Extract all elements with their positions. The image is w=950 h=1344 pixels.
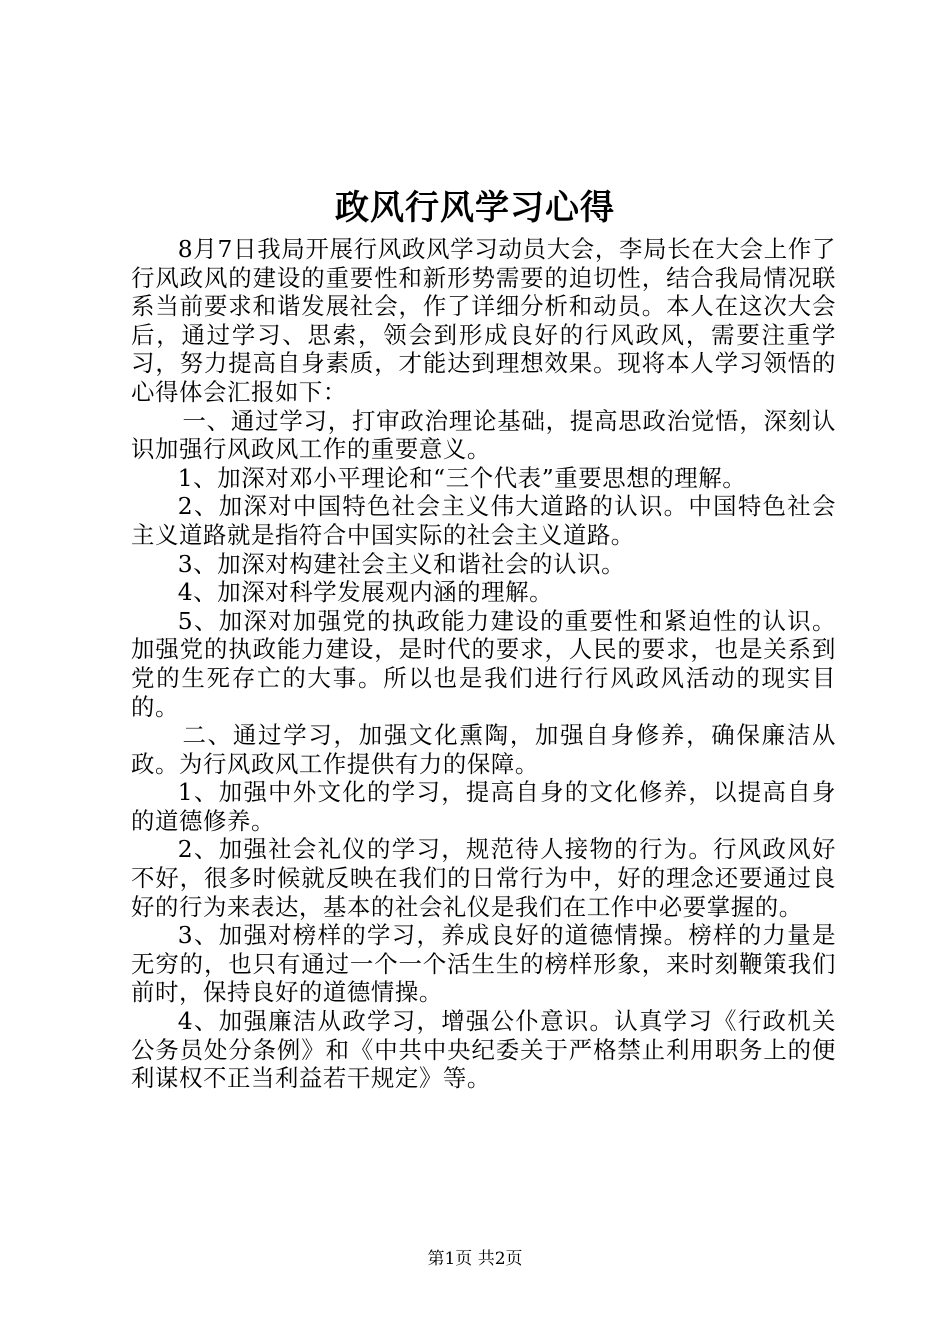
section-heading-1: 一、通过学习，打审政治理论基础，提高思政治觉悟，深刻认识加强行风政风工作的重要意义。 [131, 406, 836, 464]
section-2-item-3: 3、加强对榜样的学习，养成良好的道德情操。榜样的力量是无穷的，也只有通过一个一个活生生的榜样形象，来时刻鞭策我们前时，保持良好的道德情操。 [131, 921, 836, 1007]
section-1-item-4: 4、加深对科学发展观内涵的理解。 [177, 578, 554, 607]
document-title: 政风行风学习心得 [335, 188, 615, 228]
document-body [131, 235, 836, 1093]
section-1-item-1: 1、加深对邓小平理论和“三个代表”重要思想的理解。 [177, 463, 747, 492]
section-1-item-2: 2、加深对中国特色社会主义伟大道路的认识。中国特色社会主义道路就是指符合中国实际的社会主义道路。 [131, 492, 836, 549]
section-2-item-1: 1、加强中外文化的学习，提高自身的文化修养，以提高自身的道德修养。 [131, 778, 836, 835]
section-heading-2: 二、通过学习，加强文化熏陶，加强自身修养，确保廉洁从政。为行风政风工作提供有力的保障。 [131, 721, 836, 778]
section-2-item-2: 2、加强社会礼仪的学习，规范待人接物的行为。行风政风好不好，很多时候就反映在我们的日常行为中，好的理念还要通过良好的行为来表达，基本的社会礼仪是我们在工作中必要掌握的。 [131, 835, 836, 921]
intro-paragraph: 8月7日我局开展行风政风学习动员大会，李局长在大会上作了行风政风的建设的重要性和新形势需要的迫切性，结合我局情况联系当前要求和谐发展社会，作了详细分析和动员。本人在这次大会后，通过学习、思索，领会到形成良好的行风政风，需要注重学习，努力提高自身素质，才能达到理想效果。现将本人学习领悟的心得体会汇报如下： [131, 235, 836, 406]
section-1-item-5: 5、加深对加强党的执政能力建设的重要性和紧迫性的认识。加强党的执政能力建设，是时代的要求，人民的要求，也是关系到党的生死存亡的大事。所以也是我们进行行风政风活动的现实目的。 [131, 606, 836, 721]
section-2-item-4: 4、加强廉洁从政学习，增强公仆意识。认真学习《行政机关公务员处分条例》和《中共中央纪委关于严格禁止利用职务上的便利谋权不正当利益若干规定》等。 [131, 1007, 836, 1093]
section-1-item-3: 3、加深对构建社会主义和谐社会的认识。 [177, 549, 626, 578]
page-footer: 第1页 共2页 [427, 1249, 523, 1269]
